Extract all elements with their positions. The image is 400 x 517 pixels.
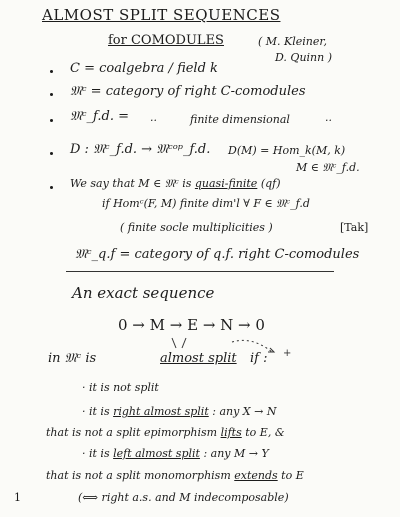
extends-term: extends <box>234 469 278 482</box>
right-rest: : any X → N <box>212 405 277 418</box>
qf-abbr: (qf) <box>260 177 281 190</box>
right-almost-split-line2 <box>46 427 285 438</box>
subtitle-text: for COMODULES <box>108 33 224 48</box>
def-fd-text: finite dimensional <box>190 113 290 126</box>
bullet <box>50 152 53 155</box>
left-line2a: that is not a split monomorphism <box>46 469 231 482</box>
def-comodules: 𝔐ᶜ = category of right C-comodules <box>70 84 306 99</box>
def-qf-category: 𝔐ᶜ_q.f = category of q.f. right C-comodules <box>75 247 360 262</box>
almost-split-term: almost split <box>160 351 237 366</box>
right-almost-split-line1 <box>82 406 276 417</box>
def-qf-line2: if Homᶜ(F, M) finite dim'l ∀ F ∈ 𝔐ᶜ_f.d <box>102 197 310 210</box>
def-duality-condition: M ∈ 𝔐ᶜ_f.d. <box>296 161 360 174</box>
right-prefix: · it is <box>82 405 110 418</box>
def-duality-map: D : 𝔐ᶜ_f.d. → 𝔐ᶜᵒᵖ_f.d. <box>70 142 211 157</box>
socle-note: ( finite socle multiplicities ) <box>120 221 273 234</box>
bullet <box>50 70 53 73</box>
left-almost-split-line1 <box>82 448 269 459</box>
subtitle <box>108 34 224 47</box>
page-title: ALMOST SPLIT SEQUENCES <box>42 6 281 24</box>
iff-note: (⟺ right a.s. and M indecomposable) <box>78 491 289 504</box>
def-coalgebra: C = coalgebra / field k <box>70 61 218 76</box>
qf-prefix: We say that M ∈ 𝔐ᶜ is <box>70 177 192 190</box>
left-almost-split-line2 <box>46 470 304 481</box>
right-term: right almost split <box>113 405 209 418</box>
def-duality-formula: D(M) = Hom_k(M, k) <box>228 144 346 157</box>
lifts-term: lifts <box>220 426 242 439</box>
bullet <box>50 119 53 122</box>
right-line2b: to E, & <box>245 426 285 439</box>
left-term: left almost split <box>113 447 200 460</box>
bullet <box>50 93 53 96</box>
tak-citation: [Tak] <box>340 221 369 234</box>
exact-sequence: 0 → M → E → N → 0 <box>118 316 265 334</box>
left-prefix: · it is <box>82 447 110 460</box>
svg-text:+: + <box>283 348 292 359</box>
page-number: 1 <box>14 491 21 504</box>
def-fd-lhs: 𝔐ᶜ_f.d. = <box>70 109 130 124</box>
right-line2a: that is not a split epimorphism <box>46 426 218 439</box>
not-split-item: · it is not split <box>82 381 159 394</box>
left-line2b: to E <box>281 469 304 482</box>
divider <box>66 271 334 272</box>
ditto-marks-2: .. <box>325 111 332 124</box>
if-label: if : <box>250 351 268 366</box>
ditto-marks: .. <box>150 111 157 124</box>
left-rest: : any M → Y <box>203 447 269 460</box>
in-mc: in 𝔐ᶜ is <box>48 351 97 366</box>
author-1: ( M. Kleiner, <box>258 35 327 48</box>
qf-term: quasi-finite <box>194 177 258 190</box>
section-heading: An exact sequence <box>72 284 215 302</box>
author-2: D. Quinn ) <box>275 51 332 64</box>
bullet <box>50 186 53 189</box>
def-qf-line1 <box>70 178 281 189</box>
